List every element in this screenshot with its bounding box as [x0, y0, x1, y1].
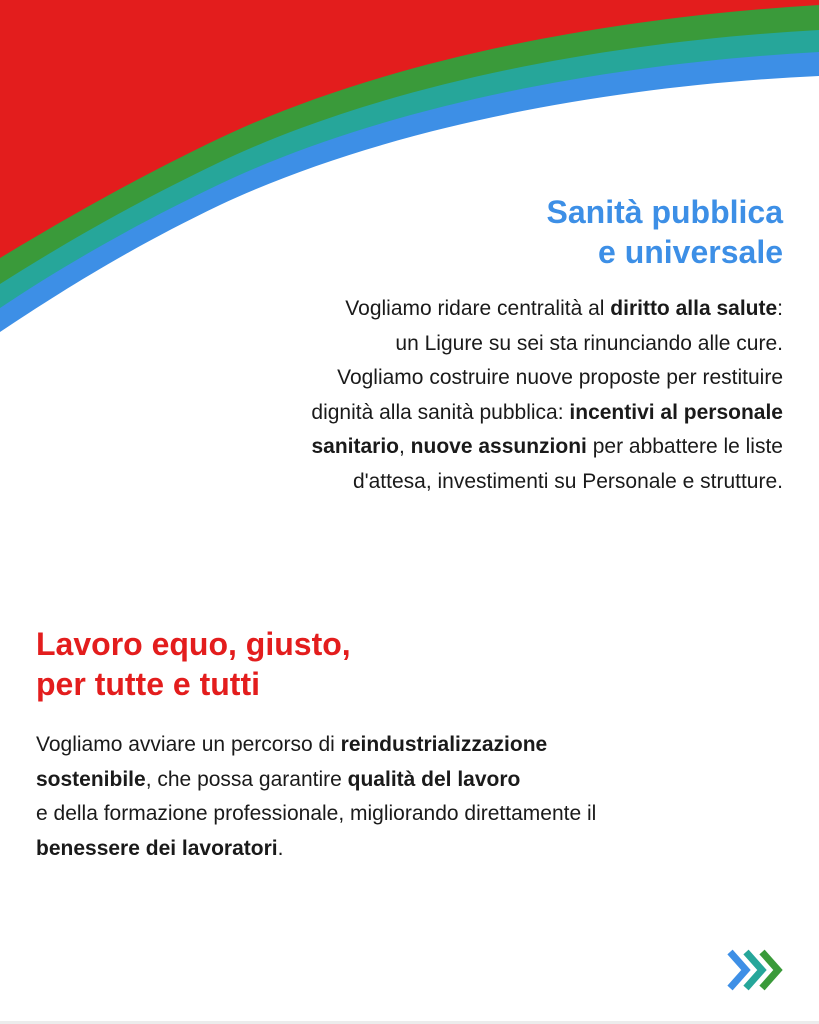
lavoro-title-line-1: Lavoro equo, giusto, [36, 626, 351, 662]
paragraph-line [36, 832, 756, 867]
text-run: , [399, 435, 411, 458]
bold-text: sostenibile [36, 767, 146, 791]
chevron-blue [730, 952, 746, 988]
bold-text: reindustrializzazione [340, 733, 548, 756]
lavoro-title [36, 624, 756, 704]
bold-text: qualità del lavoro [347, 767, 521, 791]
text-run: Vogliamo avviare un percorso di [36, 733, 341, 756]
paragraph-line [36, 797, 756, 832]
bold-text: diritto alla salute [610, 297, 778, 320]
section-lavoro-equo [36, 624, 756, 866]
text-run: Vogliamo costruire nuove proposte per restituire [337, 366, 783, 389]
section-sanita-pubblica [183, 192, 783, 499]
chevrons-right-icon[interactable] [726, 946, 786, 994]
text-run: d'attesa, investimenti su Personale e strutture. [352, 469, 783, 493]
text-run: e della formazione professionale, migliorando direttamente il [36, 802, 597, 825]
sanita-title-line-1: Sanità pubblica [546, 194, 783, 230]
paragraph-line [183, 396, 783, 431]
text-run: . [277, 836, 284, 860]
sanita-title [183, 192, 783, 272]
bold-text: sanitario [311, 435, 399, 458]
text-run: Vogliamo ridare centralità al [345, 297, 611, 320]
bold-text: nuove assunzioni [410, 435, 587, 458]
paragraph-line [183, 430, 783, 465]
paragraph-line [36, 763, 756, 798]
text-run: per abbattere le liste [586, 435, 783, 458]
paragraph-line [36, 728, 756, 763]
text-run: dignità alla sanità pubblica: [311, 400, 570, 424]
text-run: : [777, 297, 783, 320]
paragraph-line [183, 327, 783, 362]
paragraph-line [183, 292, 783, 327]
text-run: un Ligure su sei sta rinunciando alle cure. [395, 331, 783, 355]
lavoro-title-line-2: per tutte e tutti [36, 666, 260, 702]
lavoro-body [36, 728, 756, 866]
sanita-title-line-2: e universale [598, 234, 783, 270]
bold-text: benessere dei lavoratori [36, 836, 278, 860]
paragraph-line [183, 465, 783, 500]
text-run: , che possa garantire [145, 767, 348, 791]
bold-text: incentivi al personale [569, 400, 783, 424]
sanita-body [183, 292, 783, 499]
paragraph-line [183, 361, 783, 396]
